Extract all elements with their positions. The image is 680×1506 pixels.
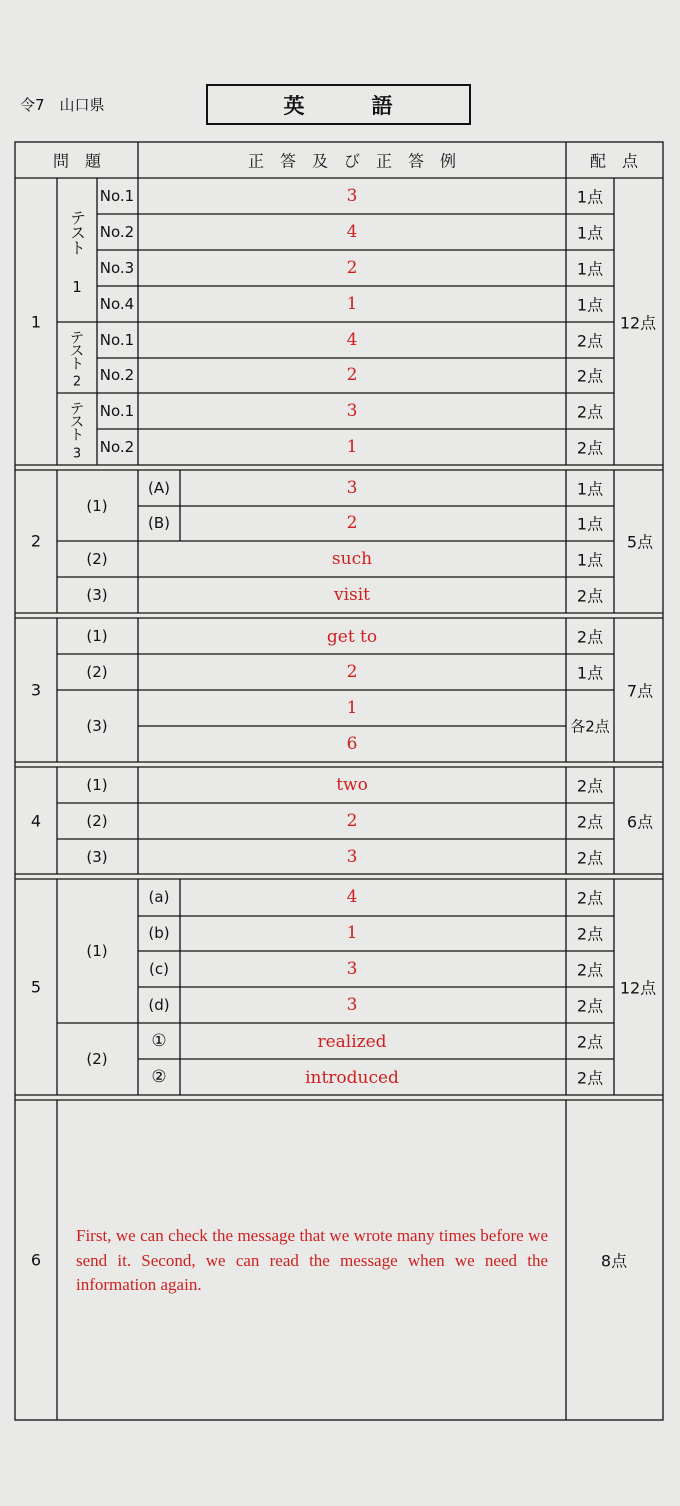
- q4-row-points: 2点: [576, 848, 604, 868]
- q2-row-points: 1点: [576, 514, 604, 534]
- q1-row-label: No.1: [99, 331, 135, 349]
- q1-row-label: No.4: [99, 295, 135, 313]
- q5-row-points: 2点: [576, 1032, 604, 1052]
- q4-row-points: 2点: [576, 776, 604, 796]
- column-header-answer: 正 答 及 び 正 答 例: [247, 151, 457, 171]
- q3-row-answer: 2: [346, 662, 358, 682]
- q5-row-answer: 3: [346, 995, 358, 1015]
- q3-sub2: (2): [86, 663, 108, 681]
- q1-row-points: 1点: [576, 187, 604, 207]
- q3-row-points: 1点: [576, 663, 604, 683]
- q2-row-answer: such: [331, 549, 373, 569]
- q1-row-label: No.1: [99, 187, 135, 205]
- q5-row-answer: 4: [346, 887, 358, 907]
- q3-row-answer: 6: [346, 734, 358, 754]
- q1-test2-label: テスト: [67, 329, 86, 369]
- q5-row-label: (b): [148, 924, 170, 942]
- q2-number: 2: [30, 531, 42, 551]
- q5-row-label: (a): [148, 888, 170, 906]
- q1-row-answer: 4: [346, 330, 358, 350]
- q4-row-answer: two: [336, 775, 368, 795]
- q3-sub3: (3): [86, 717, 108, 735]
- q1-test3-label: テスト: [67, 400, 86, 440]
- q1-row-points: 2点: [576, 331, 604, 351]
- q4-row-points: 2点: [576, 812, 604, 832]
- q5-row-answer: introduced: [305, 1068, 399, 1088]
- subject-title: 英 語: [283, 93, 394, 118]
- q2-sub1: (1): [86, 497, 108, 515]
- q3-total-points: 7点: [626, 681, 654, 701]
- q1-row-answer: 2: [346, 258, 358, 278]
- column-header-question: 問 題: [52, 151, 102, 171]
- q6-points: 8点: [600, 1251, 628, 1271]
- q2-row-answer: visit: [333, 585, 371, 605]
- q1-row-label: No.1: [99, 402, 135, 420]
- q5-row-points: 2点: [576, 924, 604, 944]
- q3-each-points: 各2点: [570, 717, 610, 736]
- q3-sub1: (1): [86, 627, 108, 645]
- q5-row-points: 2点: [576, 996, 604, 1016]
- q1-row-answer: 4: [346, 222, 358, 242]
- q5-row-label: ②: [151, 1067, 167, 1087]
- q5-sub1: (1): [86, 942, 108, 960]
- q1-test3-num: 3: [72, 446, 82, 462]
- q5-total-points: 12点: [619, 978, 657, 998]
- q4-sub3: (3): [86, 848, 108, 866]
- q3-row-points: 2点: [576, 627, 604, 647]
- q4-sub1: (1): [86, 776, 108, 794]
- q1-row-label: No.3: [99, 259, 135, 277]
- q5-row-answer: 1: [346, 923, 358, 943]
- q1-row-answer: 1: [346, 437, 358, 457]
- q5-row-points: 2点: [576, 1068, 604, 1088]
- q1-row-points: 1点: [576, 295, 604, 315]
- q1-test1-num: 1: [72, 278, 82, 296]
- q5-row-label: (c): [149, 960, 169, 978]
- q4-row-answer: 3: [346, 847, 358, 867]
- q5-row-label: (d): [148, 996, 170, 1014]
- q1-number: 1: [30, 312, 42, 332]
- q1-row-label: No.2: [99, 366, 135, 384]
- q5-row-points: 2点: [576, 960, 604, 980]
- q1-row-points: 1点: [576, 259, 604, 279]
- q1-row-points: 2点: [576, 438, 604, 458]
- q5-number: 5: [30, 977, 42, 997]
- q2-row-points: 1点: [576, 479, 604, 499]
- q2-total-points: 5点: [626, 532, 654, 552]
- q6-number: 6: [30, 1250, 42, 1270]
- q6-model-answer: First, we can check the message that we wrote many times before we send it. Second, we can read the message when we need the information again.: [76, 1226, 548, 1294]
- q5-sub2: (2): [86, 1050, 108, 1068]
- q2-sub3: (3): [86, 586, 108, 604]
- q5-row-answer: realized: [317, 1032, 387, 1052]
- q2-row-points: 2点: [576, 586, 604, 606]
- q1-row-points: 2点: [576, 402, 604, 422]
- q1-row-points: 2点: [576, 366, 604, 386]
- q5-row-points: 2点: [576, 888, 604, 908]
- q4-sub2: (2): [86, 812, 108, 830]
- q2-row-answer: 2: [346, 513, 358, 533]
- q1-row-answer: 3: [346, 401, 358, 421]
- q1-total-points: 12点: [619, 313, 657, 333]
- q1-row-answer: 1: [346, 294, 358, 314]
- q5-row-answer: 3: [346, 959, 358, 979]
- q2-row-points: 1点: [576, 550, 604, 570]
- column-header-points: 配 点: [589, 151, 639, 171]
- q2-row-label: (B): [148, 514, 170, 532]
- q4-row-answer: 2: [346, 811, 358, 831]
- q1-row-label: No.2: [99, 223, 135, 241]
- q1-test1-label: テスト: [67, 209, 87, 255]
- q1-row-label: No.2: [99, 438, 135, 456]
- q3-row-answer: 1: [346, 698, 358, 718]
- q1-row-points: 1点: [576, 223, 604, 243]
- q5-row-label: ①: [151, 1031, 167, 1051]
- q3-row-answer: get to: [326, 627, 378, 647]
- q1-test2-num: 2: [72, 374, 82, 390]
- q4-total-points: 6点: [626, 812, 654, 832]
- q4-number: 4: [30, 811, 42, 831]
- q1-row-answer: 2: [346, 365, 358, 385]
- q3-number: 3: [30, 680, 42, 700]
- q2-row-answer: 3: [346, 478, 358, 498]
- q2-sub2: (2): [86, 550, 108, 568]
- q2-row-label: (A): [148, 479, 170, 497]
- header-prefecture: 令7 山口県: [20, 96, 105, 114]
- q1-row-answer: 3: [346, 186, 358, 206]
